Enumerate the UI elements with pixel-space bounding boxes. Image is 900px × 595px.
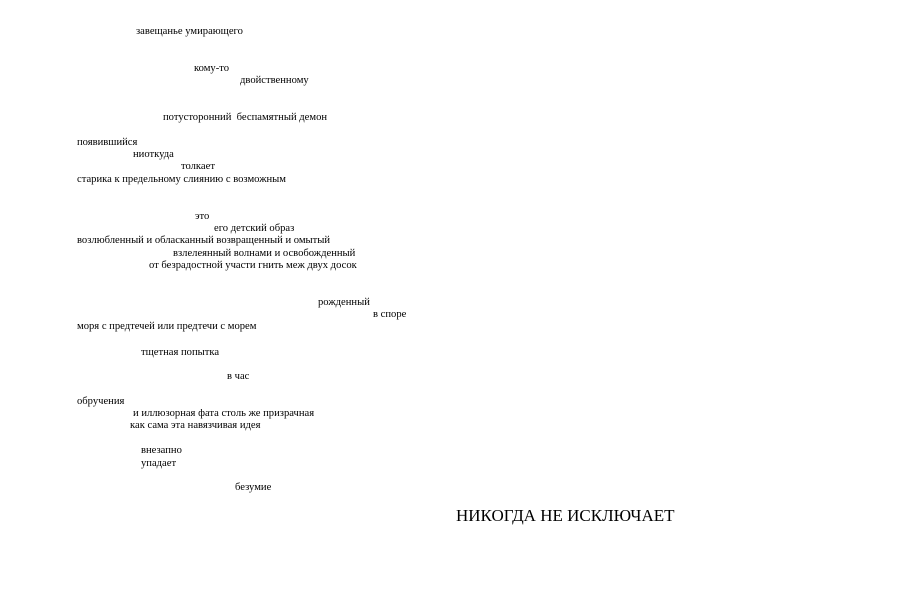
poem-line: внезапно	[141, 445, 182, 456]
poem-line: упадает	[141, 458, 177, 469]
poem-line: взлелеянный волнами и освобожденный	[173, 248, 356, 259]
poem-line: двойственному	[240, 75, 309, 86]
poem-line: как сама эта навязчивая идея	[130, 420, 261, 431]
poem-line: в час	[227, 371, 250, 382]
poem-line: безумие	[235, 482, 272, 493]
poem-line: ниоткуда	[133, 149, 174, 160]
poem-line: появившийся	[77, 137, 138, 148]
poem-line: тщетная попытка	[141, 347, 220, 358]
poem-line: возлюбленный и обласканный возвращенный и омытый	[77, 235, 331, 246]
poem-line: завещанье умирающего	[136, 26, 243, 37]
poem-line: старика к предельному слиянию с возможным	[77, 174, 287, 185]
poem-line: от безрадостной участи гнить меж двух досок	[149, 260, 357, 271]
poem-line: и иллюзорная фата столь же призрачная	[133, 408, 315, 419]
poem-line: рожденный	[318, 297, 370, 308]
poem-closing-line: НИКОГДА НЕ ИСКЛЮЧАЕТ	[456, 506, 675, 525]
poem-line: толкает	[181, 161, 215, 172]
poem-line: это	[195, 211, 210, 222]
poem-line: кому-то	[194, 63, 230, 74]
poem-line: обручения	[77, 396, 125, 407]
poem-line: потусторонний беспамятный демон	[163, 112, 328, 123]
poem-line: моря с предтечей или предтечи с морем	[77, 321, 257, 332]
poem-line: его детский образ	[214, 223, 295, 234]
poem-line: в споре	[373, 309, 407, 320]
